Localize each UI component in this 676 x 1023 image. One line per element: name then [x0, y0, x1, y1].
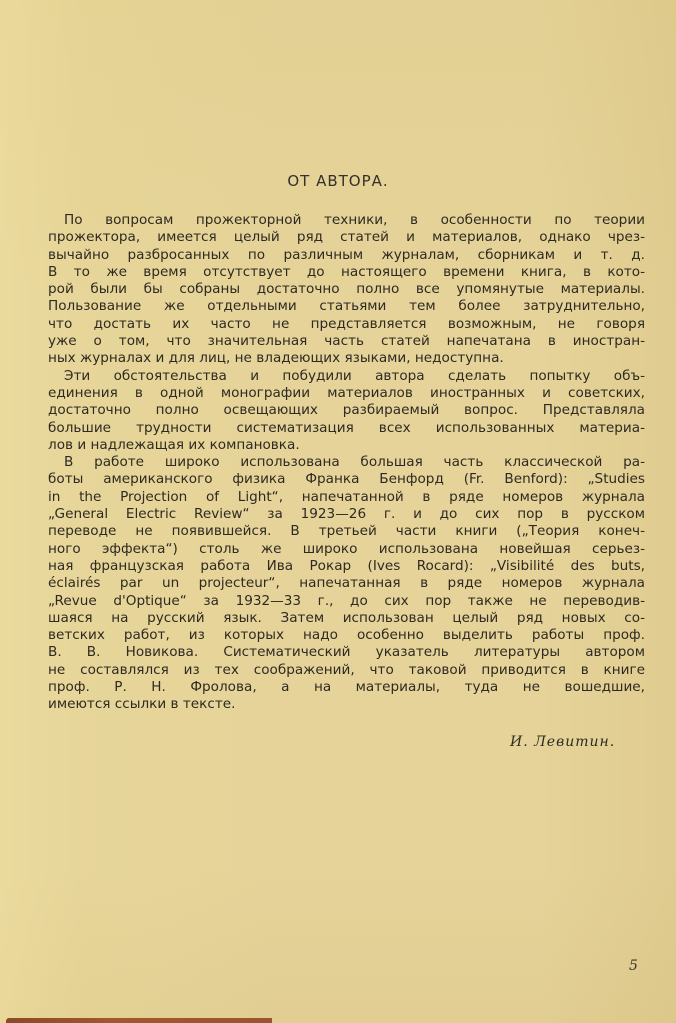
text-line: рой были бы собраны достаточно полно все упомянутые материалы. [48, 281, 645, 298]
text-line: лов и надлежащая их компановка. [48, 436, 300, 453]
text-line: in the Projection of Light“, напечатанной в ряде номеров журнала [48, 488, 645, 505]
text-line: большие трудности систематизация всех использованных материа- [48, 419, 645, 436]
text-line: не составлялся из тех соображений, что таковой приводится в книге [48, 661, 645, 678]
text-line: ного эффекта“) столь же широко использована новейшая серьез- [48, 540, 645, 557]
text-line: достаточно полно освещающих разбираемый вопрос. Представляла [48, 402, 645, 419]
text-line: В. В. Новикова. Систематический указатель литературы автором [48, 644, 645, 661]
page-edge-decoration [6, 1018, 272, 1023]
text-line: В то же время отсутствует до настоящего времени книга, в кото- [48, 263, 645, 280]
text-line: „Revue d'Optique“ за 1932—33 г., до сих пор также не переводив- [48, 592, 645, 609]
text-line: переводе не появившейся. В третьей части книги („Теория конеч- [48, 523, 645, 540]
body-text [48, 212, 645, 714]
text-line: „General Electric Review“ за 1923—26 г. и до сих пор в русском [48, 506, 645, 523]
text-line: В работе широко использована большая часть классической ра- [64, 454, 645, 471]
text-line: шаяся на русский язык. Затем использован целый ряд новых со- [48, 609, 645, 626]
page-title: ОТ АВТОРА. [287, 172, 389, 190]
text-line: Пользование же отдельными статьями тем более затруднительно, [48, 298, 645, 315]
text-line: По вопросам прожекторной техники, в особенности по теории [64, 212, 645, 228]
author-signature: И. Левитин. [510, 734, 616, 750]
text-line: боты американского физика Франка Бенфорд (Fr. Benford): „Studies [48, 471, 645, 488]
page-number: 5 [629, 958, 638, 974]
text-line: éclairés par un projecteur“, напечатанная в ряде номеров журнала [48, 575, 645, 592]
text-line: уже о том, что значительная часть статей напечатана в иностран- [48, 333, 645, 350]
text-line: ных журналах и для лиц, не владеющих языками, недоступна. [48, 350, 504, 367]
text-line: прожектора, имеется целый ряд статей и материалов, однако чрез- [48, 229, 645, 246]
text-line: Эти обстоятельства и побудили автора сделать попытку объ- [64, 367, 645, 384]
text-line: проф. Р. Н. Фролова, а на материалы, туда не вошедшие, [48, 679, 645, 696]
text-line: что достать их часто не представляется возможным, не говоря [48, 315, 645, 332]
text-line: ветских работ, из которых надо особенно выделить работы проф. [48, 627, 645, 644]
text-line: имеются ссылки в тексте. [48, 696, 236, 713]
text-line: вычайно разбросанных по различным журналам, сборникам и т. д. [48, 246, 645, 263]
text-line: единения в одной монографии материалов иностранных и советских, [48, 384, 645, 401]
text-line: ная французская работа Ива Рокар (Ives Rocard): „Visibilité des buts, [48, 557, 645, 574]
